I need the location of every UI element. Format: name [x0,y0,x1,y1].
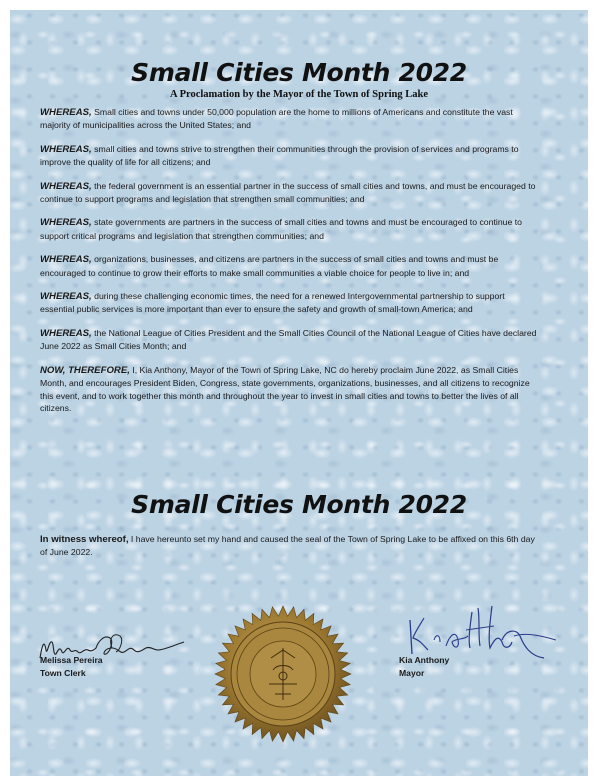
clause-lead: WHEREAS, [40,291,92,303]
clause-lead: WHEREAS, [40,180,92,192]
whereas-clause-4 [40,216,540,242]
now-therefore-clause [40,364,540,415]
clause-text: Small cities and towns under 50,000 population are the home to millions of Americans and constitute the vast majority of municipalities across the United States; and [40,107,513,131]
clause-lead: WHEREAS, [40,327,92,339]
clause-text: I, Kia Anthony, Mayor of the Town of Spring Lake, NC do hereby proclaim June 2022, as Small Cities Month, and encourages President Biden, Congress, state governments, organizations, businesses, and all citizens to recognize this event, and to work together this month and throughout the year to invest in small cities and towns to better the lives of all citizens. [40,364,530,413]
clauses-section [40,106,540,425]
witness-lead: In witness whereof, [40,534,129,545]
clause-text: the National League of Cities President and the Small Cities Council of the National League of Cities have declared June 2022 as Small Cities Month; and [40,327,537,352]
clause-lead: WHEREAS, [40,107,92,118]
mayor-role: Mayor [399,667,425,678]
whereas-clause-5 [40,253,540,279]
clause-text: small cities and towns strive to strengthen their communities through the provision of services and programs to improve the quality of life for all citizens; and [40,143,519,168]
mayor-signature-block [399,654,449,679]
clause-text: organizations, businesses, and citizens are partners in the success of small cities and towns and must be encouraged to continue to grow their efforts to make small communities a viable choice for people to live in; and [40,254,499,278]
clause-lead: NOW, THEREFORE, [40,364,130,376]
clerk-name: Melissa Pereira [40,655,103,665]
mayor-name: Kia Anthony [399,655,450,665]
witness-statement [40,533,542,559]
proclamation-subtitle: A Proclamation by the Mayor of the Town of Spring Lake [169,89,429,100]
whereas-clause-1 [40,106,540,132]
whereas-clause-7 [40,327,540,353]
town-seal-icon [213,604,353,744]
clause-lead: WHEREAS, [40,254,92,266]
clause-text: state governments are partners in the success of small cities and towns and must be encouraged to continue to support critical programs and legislation that strengthen communities; and [40,217,522,241]
clause-lead: WHEREAS, [40,217,92,229]
whereas-clause-2 [40,143,540,169]
clerk-signature-block [40,654,103,679]
title-repeat: Small Cities Month 2022 [131,490,467,519]
clause-text: the federal government is an essential partner in the success of small cities and towns, and must be encouraged to continue to support programs and legislation that strengthen small communities; and [40,180,536,205]
whereas-clause-6 [40,290,540,316]
page-title: Small Cities Month 2022 [131,58,467,87]
clause-text: during these challenging economic times, the need for a renewed Intergovernmental partnership to support essential public services is more important than ever to ensure the safety and growth of small-town America; and [40,291,505,315]
clerk-role: Town Clerk [40,667,86,678]
clause-lead: WHEREAS, [40,143,92,155]
witness-text: I have hereunto set my hand and caused the seal of the Town of Spring Lake to be affixed on this 6th day of June 2022. [40,534,535,558]
whereas-clause-3 [40,180,540,206]
